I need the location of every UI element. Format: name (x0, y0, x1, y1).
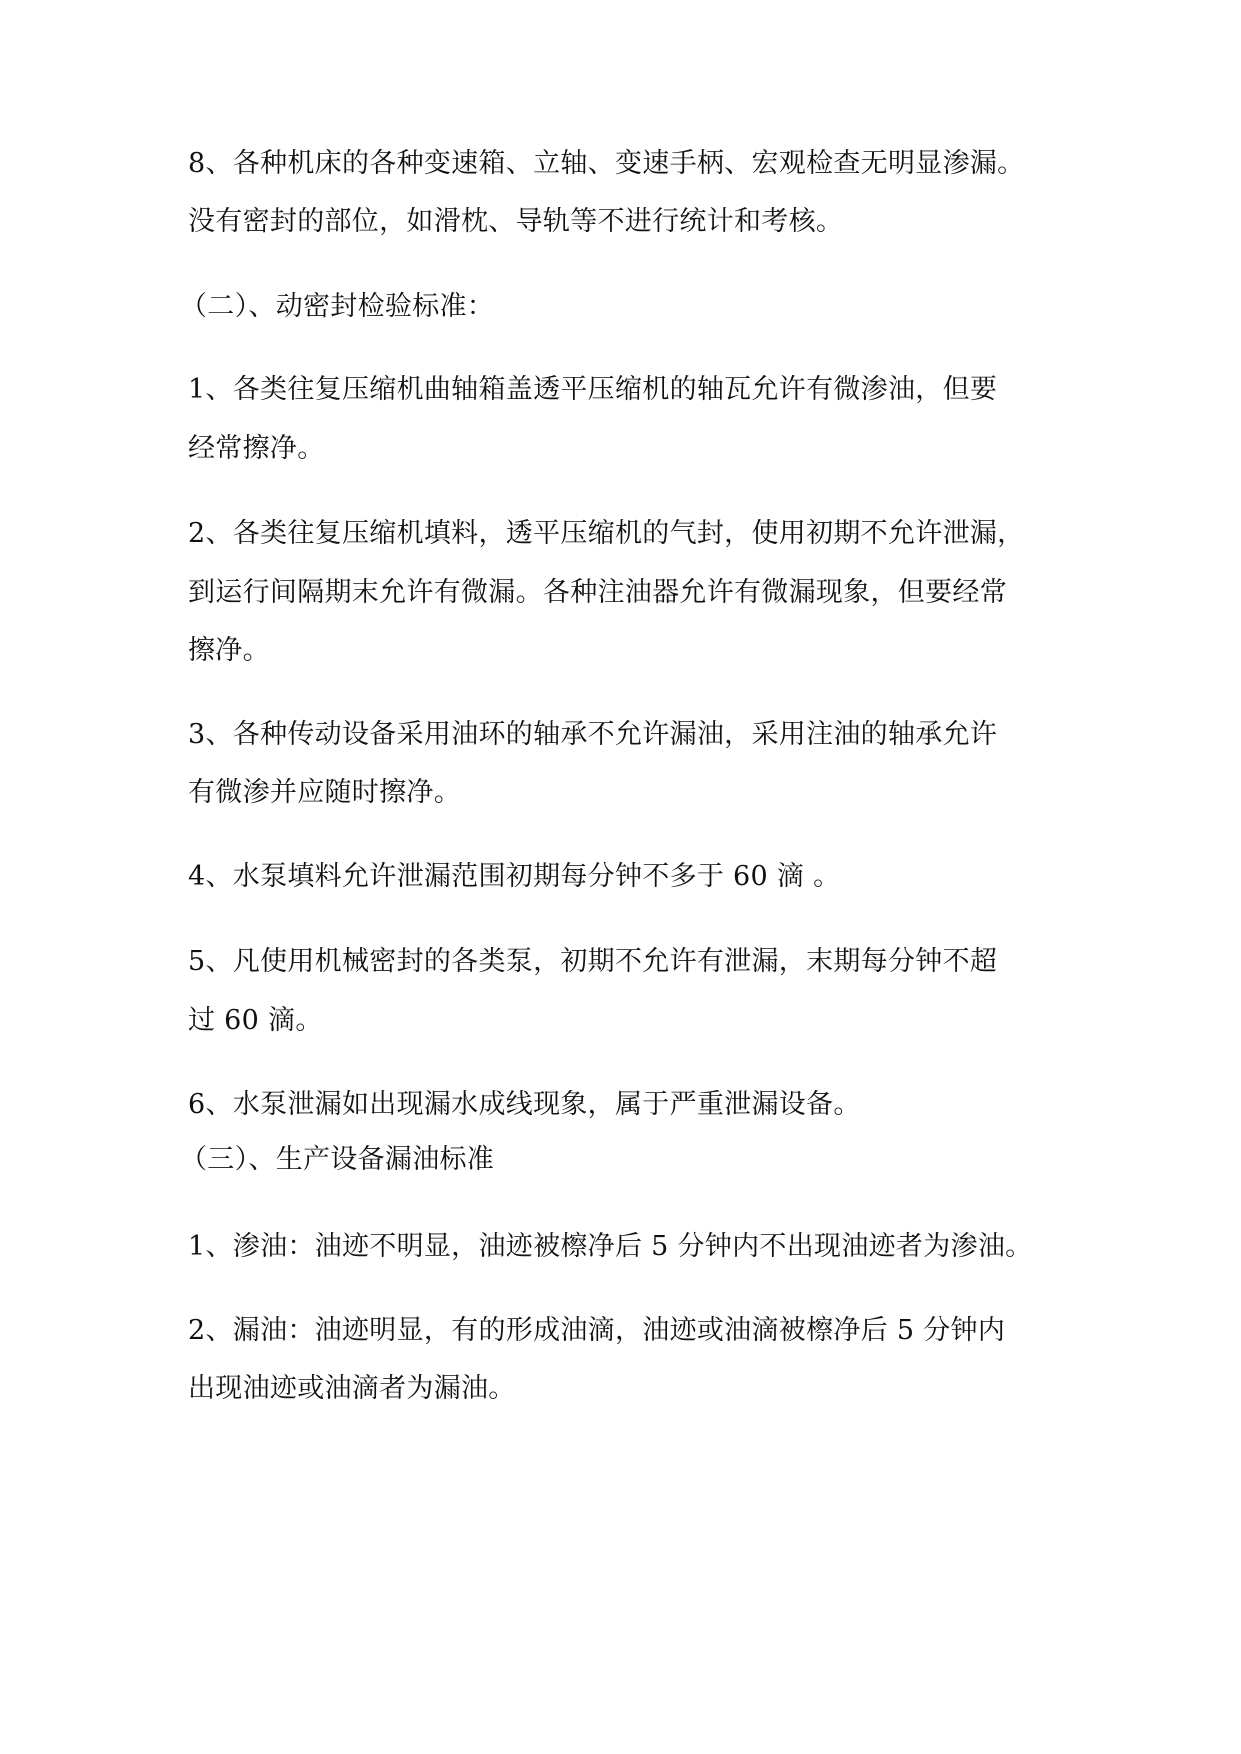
paragraph-line: 2、各类往复压缩机填料，透平压缩机的气封，使用初期不允许泄漏， (188, 518, 1025, 549)
paragraph-line: 擦净。 (188, 635, 270, 666)
paragraph-line: 经常擦净。 (188, 433, 325, 464)
paragraph-line: 过 60 滴。 (188, 1005, 323, 1036)
paragraph-line: 没有密封的部位，如滑枕、导轨等不进行统计和考核。 (188, 206, 844, 237)
paragraph-line: 6、水泵泄漏如出现漏水成线现象，属于严重泄漏设备。 (188, 1089, 861, 1120)
section-heading-text: （二）、动密封检验标准： (180, 291, 495, 322)
paragraph-line: 到运行间隔期末允许有微漏。各种注油器允许有微漏现象，但要经常 (188, 577, 1007, 608)
paragraph-line: 2、漏油：油迹明显，有的形成油滴，油迹或油滴被檫净后 5 分钟内 (188, 1315, 1006, 1346)
paragraph-line: 1、各类往复压缩机曲轴箱盖透平压缩机的轴瓦允许有微渗油，但要 (188, 374, 998, 405)
paragraph-line: 3、各种传动设备采用油环的轴承不允许漏油，采用注油的轴承允许 (188, 719, 998, 750)
paragraph-line: 4、水泵填料允许泄漏范围初期每分钟不多于 60 滴 。 (188, 861, 841, 892)
paragraph-line: 出现油迹或油滴者为漏油。 (188, 1373, 516, 1404)
paragraph-line: 有微渗并应随时擦净。 (188, 777, 461, 808)
paragraph-line: 1、渗油：油迹不明显，油迹被檫净后 5 分钟内不出现油迹者为渗油。 (188, 1231, 1033, 1262)
section-heading-text: （三）、生产设备漏油标准 (180, 1144, 495, 1175)
paragraph-line: 5、凡使用机械密封的各类泵，初期不允许有泄漏，末期每分钟不超 (188, 946, 998, 977)
paragraph-line: 8、各种机床的各种变速箱、立轴、变速手柄、宏观检查无明显渗漏。 (188, 148, 1025, 179)
